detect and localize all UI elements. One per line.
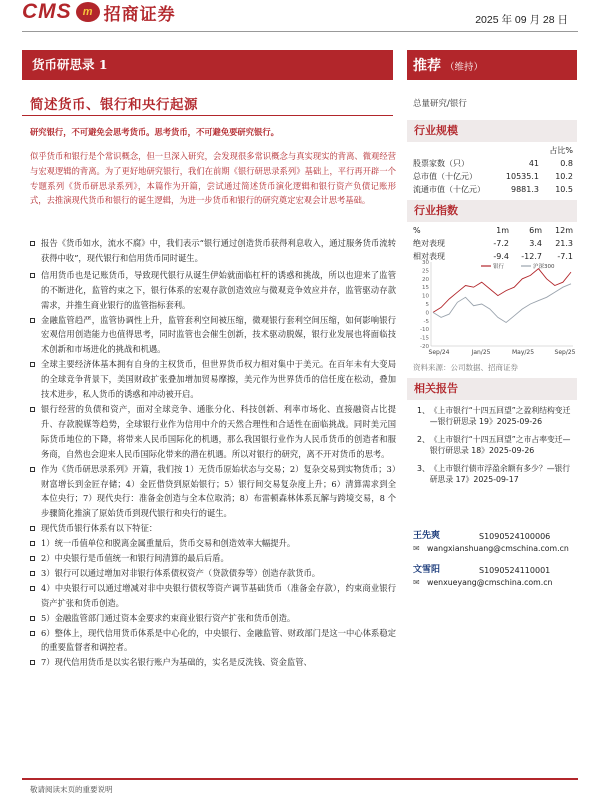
list-item: 金融监管趋严，监管协调性上升，监管套利空间被压缩，微观银行套利空间压缩，如何影响银行宏观信用创造能力也值得思考，同时监管也会催生创新，技术驱动脱媒，银行业发展也将面临技术创新和市场进化的挑战和机遇。 [30, 313, 396, 358]
logo-badge-icon: m [76, 2, 100, 22]
y-tick-label: 30 [422, 260, 429, 266]
y-tick-label: 0 [425, 310, 429, 317]
y-tick-label: 20 [422, 276, 429, 283]
list-item: 7）现代信用货币是以实名银行账户为基础的，实名是反洗钱、资金监管、 [30, 655, 396, 670]
analyst-license: S1090524100006 [479, 532, 551, 541]
rating-bar [407, 50, 577, 80]
industry-scale-table [413, 144, 573, 196]
performance-chart [413, 258, 577, 360]
analyst-email[interactable]: wenxueyang@cmschina.com.cn [427, 578, 553, 587]
analyst-license: S1090524110001 [479, 566, 551, 575]
list-item: 2）中央银行是币值统一和银行间清算的最后后盾。 [30, 551, 396, 566]
footer-divider [22, 778, 578, 780]
list-item: 全球主要经济体基本拥有自身的主权货币，但世界货币权力相对集中于美元。在百年未有大变局的全球竞争背景下，美国财政扩张叠加增加贸易摩擦，美元作为世界货币的信任度在松动，叠加技术进步，私人货币的诱惑和冲动被开启。 [30, 357, 396, 402]
y-tick-label: -10 [420, 327, 429, 334]
table-header-row [413, 144, 573, 157]
list-item: 3）银行可以通过增加对非银行体系债权资产（贷款债券等）创造存款货币。 [30, 566, 396, 581]
square-bullet-icon [30, 551, 41, 566]
list-item: 1）统一币值单位和脱离金属重量后，货币交易和创造效率大幅提升。 [30, 536, 396, 551]
square-bullet-icon [30, 402, 41, 462]
y-tick-label: -15 [420, 335, 429, 342]
company-logo [22, 0, 176, 24]
email-icon: ✉ [413, 544, 420, 553]
square-bullet-icon [30, 581, 41, 611]
related-report-item[interactable]: 2、 《上市银行“十四五回望”之市占率变迁—银行研思录 18》2025-09-26 [417, 434, 571, 456]
x-tick-label: Jan/25 [471, 349, 491, 356]
list-item: 报告《货币如水，流水不腐》中，我们表示“银行通过创造货币获得利息收入，通过服务货币流转获得中收”，现代银行和信用货币同时诞生。 [30, 236, 396, 266]
analyst-name: 文雪阳 [413, 565, 441, 575]
square-bullet-icon [30, 462, 41, 522]
x-tick-label: May/25 [511, 349, 535, 356]
legend-label: 银行 [493, 264, 505, 270]
table-row: 流通市值（十亿元） 9881.3 10.5 [413, 185, 573, 194]
series-line-0 [433, 269, 571, 313]
list-item: 信用货币也是记账货币，导致现代银行从诞生伊始就面临杠杆的诱惑和挑战，所以也迎来了监管的不断进化，监管约束之下，银行体系的宏观存款创造效应与微观竞争效应并存，监管驱动存款需求，并推生商业银行的监管指标套利。 [30, 268, 396, 313]
y-tick-label: -20 [420, 344, 429, 350]
square-bullet-icon [30, 626, 41, 656]
intro-body: 似乎货币和银行是个常识概念，但一旦深入研究，会发现很多常识概念与真实现实的背离、微观经营与宏观逻辑的背离。为了更好地研究银行，我们在前期《银行研思录系列》基础上，平行再开辟一个专题系列《货币研思录系列》，本篇作为开篇，尝试通过简述货币演化逻辑和银行资产负债记账形式，去推演现代货币和银行的诞生逻辑，为进一步货币和银行的研究奠定宏观会计思考基础。 [30, 151, 396, 206]
list-item: 5）金融监管部门通过资本金要求约束商业银行资产扩张和货币创造。 [30, 611, 396, 626]
email-icon: ✉ [413, 578, 420, 587]
square-bullet-icon [30, 611, 41, 626]
table-row: 绝对表现 -7.2 3.4 21.3 [413, 239, 573, 248]
sector-label: 总量研究/银行 [413, 99, 467, 109]
related-heading: 相关报告 [407, 378, 577, 400]
analyst-block [413, 564, 573, 588]
y-tick-label: -5 [423, 318, 429, 325]
table-row: 相对表现 -9.4 -12.7 -7.1 [413, 252, 573, 261]
pct-header: 占比% [549, 146, 573, 155]
list-item: 作为《货币研思录系列》开篇，我们按 1）无货币原始状态与交易；2）复杂交易到实物货币；3）财富增长到金匠存储；4）金匠借贷到原始银行；5）银行间交易复杂度上升；6）清算需求到全本位央行；7）现代央行：准备金创造与全本位取消；8）布雷顿森林体系瓦解与跨境交易，8 个步骤简化推演了原始货币到现代银行和央行的诞生。 [30, 462, 396, 522]
square-bullet-icon [30, 536, 41, 551]
y-tick-label: 15 [422, 285, 429, 292]
analyst-block [413, 530, 573, 554]
table-header-row: % 1m 6m 12m [413, 226, 573, 235]
list-item: 4）中央银行可以通过增减对非中央银行债权等资产调节基础货币（准备金存款），约束商业银行资产扩张和货币创造。 [30, 581, 396, 611]
square-bullet-icon [30, 655, 41, 670]
header-divider [22, 31, 578, 32]
logo-en: CMS [22, 0, 72, 23]
related-report-item[interactable]: 1、 《上市银行“十四五回望”之盈利结构变迁—银行研思录 19》2025-09-26 [417, 406, 571, 427]
list-item: 6）整体上，现代信用货币体系是中心化的，中央银行、金融监管、财政部门是这一中心体系稳定的重要监督者和调控者。 [30, 626, 396, 656]
chart-source: 资料来源：公司数据、招商证券 [413, 363, 518, 372]
x-tick-label: Sep/24 [428, 349, 450, 356]
square-bullet-icon [30, 236, 41, 266]
industry-index-heading: 行业指数 [407, 200, 577, 222]
rating: 推荐 [413, 58, 441, 74]
footer-note: 敬请阅读末页的重要说明 [30, 785, 113, 794]
industry-scale-heading: 行业规模 [407, 120, 577, 142]
y-tick-label: 25 [422, 268, 429, 275]
bullet-list [30, 236, 396, 670]
y-tick-label: 10 [422, 293, 429, 300]
related-reports [413, 405, 573, 491]
square-bullet-icon [30, 357, 41, 402]
x-tick-label: Sep/25 [554, 349, 576, 356]
y-tick-label: 5 [425, 302, 429, 308]
intro-lead: 研究银行，不可避免会思考货币。思考货币，不可避免要研究银行。 [30, 127, 279, 137]
list-item: 现代货币银行体系有以下特征： [30, 521, 396, 536]
analyst-name: 王先爽 [413, 531, 441, 541]
legend-label: 沪深300 [533, 264, 555, 270]
related-report-item[interactable]: 3、 《上市银行债市浮盈余额有多少？—银行研思录 17》2025-09-17 [417, 463, 571, 485]
series-line-1 [433, 284, 571, 323]
list-item: 银行经营的负债和资产，面对全球竞争、通胀分化、科技创新、利率市场化、直接融资占比提升、存款脱媒等趋势，全球银行业作为信用中介的天然合理性和合适性在面临挑战。同时美元国际货币地位的下降，将带来人民币国际化的机遇，那么我国银行业作为人民币货币的创造者和服务商，自然也会迎来人民币国际化带来的潜在机遇。所以对银行的研究，离不开对货币的思考。 [30, 402, 396, 462]
report-date: 2025 年 09 月 28 日 [475, 14, 568, 26]
table-row: 总市值（十亿元） 10535.1 10.2 [413, 172, 573, 181]
table-row: 股票家数（只） 41 0.8 [413, 159, 573, 168]
analyst-email[interactable]: wangxianshuang@cmschina.com.cn [427, 544, 569, 553]
series-bar: 货币研思录 1 [22, 50, 393, 80]
report-title: 简述货币、银行和央行起源 [30, 97, 198, 113]
square-bullet-icon [30, 566, 41, 581]
rating-sub: （维持） [445, 62, 484, 73]
logo-cn: 招商证券 [103, 4, 176, 25]
square-bullet-icon [30, 313, 41, 358]
square-bullet-icon [30, 268, 41, 313]
square-bullet-icon [30, 521, 41, 536]
title-divider [22, 115, 393, 116]
